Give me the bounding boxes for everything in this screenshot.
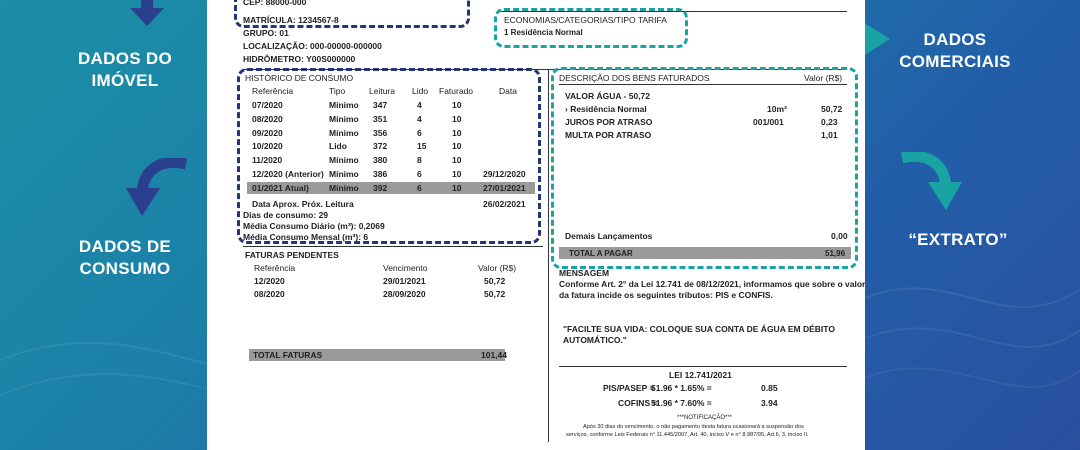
historico-cell: Mínimo	[329, 155, 359, 166]
historico-cell: 27/01/2021	[483, 182, 526, 193]
cofins-calc: 51.96 * 7.60% =	[651, 398, 712, 408]
curved-arrow-down-icon	[898, 152, 968, 214]
historico-header-cell: Lido	[412, 86, 429, 96]
prox-leitura-label: Data Aprox. Próx. Leitura	[252, 199, 354, 209]
demais-label: Demais Lançamentos	[565, 231, 653, 241]
historico-header-cell: Data	[499, 86, 517, 96]
prox-leitura-value: 26/02/2021	[483, 199, 526, 209]
localizacao-text: LOCALIZAÇÃO: 000-00000-000000	[243, 41, 382, 51]
historico-header-cell: Leitura	[369, 86, 395, 96]
fatura-cell: 08/2020	[254, 289, 285, 299]
descricao-label: JUROS POR ATRASO	[565, 117, 653, 127]
cofins-label: COFINS =	[618, 398, 658, 408]
historico-cell: 6	[417, 127, 422, 138]
historico-cell: 347	[373, 100, 388, 110]
water-bill-document	[207, 0, 865, 450]
historico-cell: 07/2020	[252, 100, 283, 110]
promo-line2: AUTOMÁTICO."	[563, 335, 627, 345]
total-pagar-value: 51,96	[825, 249, 846, 258]
label-extrato: “EXTRATO”	[908, 230, 1008, 249]
aviso-line2: serviços, conforme Leis Federais n° 11.445/2007, Art. 40, inciso V e n° 8.987/95, Art.6, 3, inciso II.	[566, 432, 809, 438]
historico-cell: 356	[373, 127, 388, 138]
historico-header-cell: Faturado	[439, 86, 474, 96]
historico-header-cell: Tipo	[329, 86, 346, 96]
label-dados-comerciais: DADOS COMERCIAIS	[899, 30, 1011, 71]
historico-cell: 10	[452, 169, 462, 179]
descricao-qty: 10m³	[767, 104, 787, 114]
media-mensal: Média Consumo Mensal (m³): 6	[243, 232, 369, 242]
divider	[559, 84, 847, 85]
pis-label: PIS/PASEP =	[603, 383, 655, 393]
historico-cell: Mínimo	[329, 182, 359, 193]
faturas-header-ref: Referência	[254, 263, 296, 273]
descricao-label: › Residência Normal	[565, 104, 647, 114]
demais-value: 0,00	[831, 231, 848, 241]
historico-title: HISTÓRICO DE CONSUMO	[245, 73, 354, 83]
descricao-qty: 001/001	[753, 117, 784, 127]
historico-cell: 09/2020	[252, 127, 283, 138]
fatura-cell: 29/01/2021	[383, 276, 426, 286]
fatura-cell: 28/09/2020	[383, 289, 426, 299]
historico-cell: Mínimo	[329, 169, 359, 179]
comercial-value: 1 Residência Normal	[504, 28, 583, 37]
aviso-line1: Após 30 dias do vencimento, o não pagamento desta fatura ocasionará a suspensão dos	[583, 424, 804, 430]
historico-cell: 372	[373, 141, 388, 152]
media-diaria: Média Consumo Diário (m³): 0,2069	[243, 221, 385, 231]
historico-cell: 11/2020	[252, 155, 283, 166]
historico-cell: 10/2020	[252, 141, 283, 152]
divider	[243, 246, 543, 247]
descricao-title: DESCRIÇÃO DOS BENS FATURADOS	[559, 73, 710, 83]
historico-cell: 392	[373, 182, 388, 193]
historico-cell: Mínimo	[329, 127, 359, 138]
historico-cell: 4	[417, 100, 422, 110]
historico-cell: 10	[452, 113, 462, 124]
valor-agua: VALOR ÁGUA - 50,72	[565, 91, 651, 101]
descricao-label: MULTA POR ATRASO	[565, 130, 652, 140]
historico-cell: 10	[452, 141, 462, 152]
historico-cell: 4	[417, 113, 422, 124]
historico-cell: 380	[373, 155, 388, 166]
historico-cell: 10	[452, 100, 462, 110]
faturas-header-valor: Valor (R$)	[478, 263, 517, 273]
historico-cell: 6	[417, 169, 422, 179]
cep-text: CEP: 88000-000	[243, 0, 307, 7]
vertical-divider	[548, 70, 549, 442]
arrow-down-icon	[122, 0, 172, 26]
historico-cell: 08/2020	[252, 113, 283, 124]
descricao-value: 50,72	[821, 104, 843, 114]
label-dados-consumo: DADOS DE CONSUMO	[78, 237, 172, 278]
historico-cell: 386	[373, 169, 388, 179]
historico-cell: Mínimo	[329, 100, 359, 110]
descricao-value: 1,01	[821, 130, 838, 140]
fatura-cell: 12/2020	[254, 276, 285, 286]
divider	[559, 366, 847, 367]
fatura-cell: 50,72	[484, 289, 506, 299]
historico-cell: Mínimo	[329, 113, 359, 124]
total-pagar-label: TOTAL A PAGAR	[569, 249, 633, 258]
curved-arrow-down-icon	[120, 158, 190, 220]
historico-cell: 01/2021 Atual)	[252, 182, 309, 193]
dias-consumo: Dias de consumo: 29	[243, 210, 329, 220]
historico-cell: 351	[373, 113, 388, 124]
pis-value: 0.85	[761, 383, 778, 393]
historico-cell: 8	[417, 155, 422, 166]
mensagem-line2: da fatura incide os seguintes tributos: PIS e CONFIS.	[559, 290, 773, 300]
descricao-value: 0,23	[821, 117, 838, 127]
total-faturas-value: 101,44	[481, 350, 507, 360]
historico-cell: 6	[417, 182, 422, 193]
historico-cell: 29/12/2020	[483, 169, 526, 179]
mensagem-title: MENSAGEM	[559, 268, 610, 278]
historico-header-cell: Referência	[252, 86, 294, 96]
historico-cell: 10	[452, 155, 462, 166]
fatura-cell: 50,72	[484, 276, 506, 286]
grupo-text: GRUPO: 01	[243, 28, 289, 38]
pis-calc: 51.96 * 1.65% =	[651, 383, 712, 393]
descricao-valor-header: Valor (R$)	[804, 73, 843, 83]
label-dados-imovel: DADOS DO IMÓVEL	[77, 49, 172, 90]
faturas-header-venc: Vencimento	[383, 263, 428, 273]
lei-title: LEI 12.741/2021	[669, 370, 732, 380]
historico-cell: 10	[452, 127, 462, 138]
cofins-value: 3.94	[761, 398, 778, 408]
promo-line1: "FACILTE SUA VIDA: COLOQUE SUA CONTA DE ÁGUA EM DÉBITO	[563, 324, 835, 334]
matricula-text: MATRÍCULA: 1234567-8	[243, 15, 339, 25]
historico-cell: Lido	[329, 141, 347, 152]
hidrometro-text: HIDRÔMETRO: Y00S000000	[243, 54, 356, 64]
comercial-header: ECONOMIAS/CATEGORIAS/TIPO TARIFA	[504, 15, 667, 25]
mensagem-line1: Conforme Art. 2° da Lei 12.741 de 08/12/2021, informamos que sobre o valor	[559, 279, 865, 289]
notificacao-title: ***NOTIFICAÇÃO***	[677, 415, 733, 421]
total-faturas-label: TOTAL FATURAS	[253, 350, 323, 360]
historico-cell: 12/2020 (Anterior)	[252, 169, 324, 179]
historico-cell: 10	[452, 182, 462, 193]
faturas-title: FATURAS PENDENTES	[245, 250, 339, 260]
historico-cell: 15	[417, 141, 427, 152]
